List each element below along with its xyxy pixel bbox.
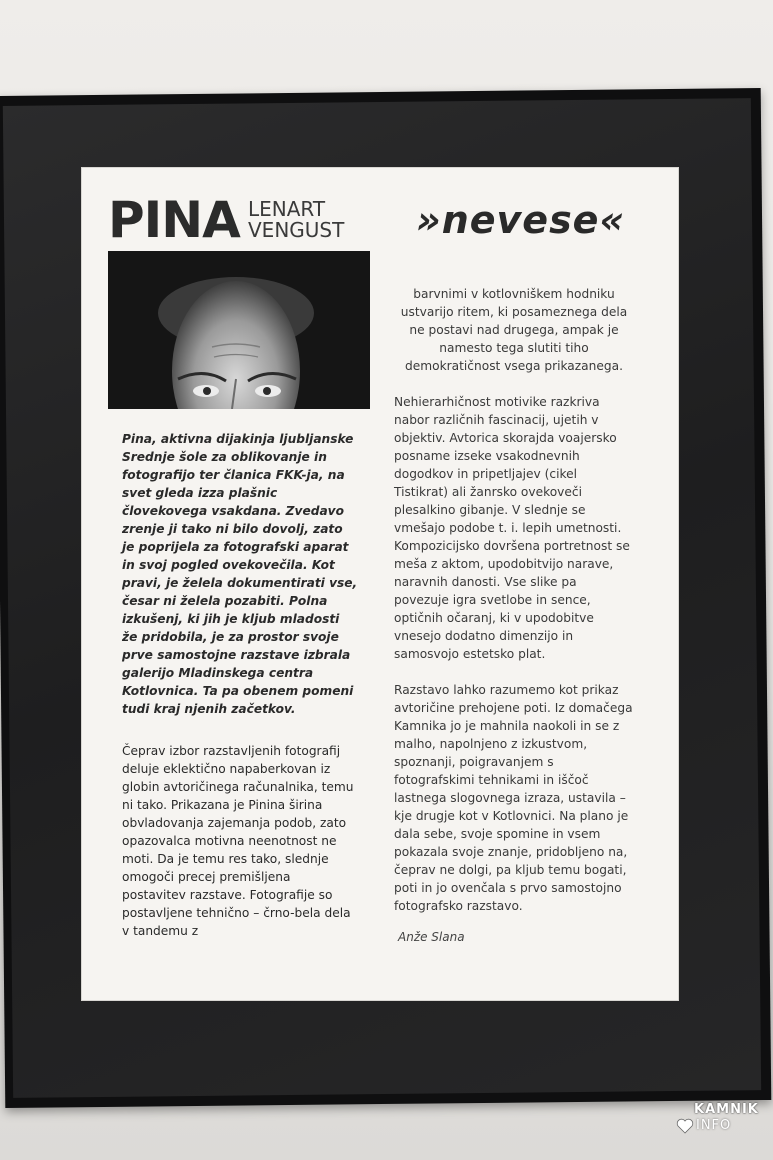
artist-last-name-line1: LENART (248, 197, 326, 221)
author-signature: Anže Slana (398, 930, 465, 944)
artist-last-name (248, 199, 344, 241)
artist-bio: Pina, aktivna dijakinja ljubljanske Srednje šole za oblikovanje in fotografijo ter članica FKK-ja, na svet gleda izza plašnic človekovega vsakdana. Zvedavo zrenje ji tako ni bilo dovolj, zato je poprijela za fotografski aparat in svoj pogled ovekovečila. Kot pravi, je želela dokumentirati vse, česar ni želela pozabiti. Polna izkušenj, ki jih je kljub mladosti že pridobila, je za prostor svoje prve samostojne razstave izbrala galerijo Mladinskega centra Kotlovnica. Ta pa obenem pomeni tudi kraj njenih začetkov. (122, 432, 358, 716)
right-paragraph-2: Nehierarhičnost motivike razkriva nabor različnih fascinacij, ujetih v objektiv. Avtorica skorajda voajersko posname izseke vsakodnevnih dogodkov in pripetljajev (cikel Tistikrat) ali žanrsko ovekoveči plesalkino gibanje. V slednje se vmešajo podobe t. i. lepih umetnosti. Kompozicijsko dovršena portretnost se meša z aktom, upodobitvijo narave, naravnih danosti. Vse slike pa povezuje igra svetlobe in sence, optičnih očaranj, ki v upodobitve vnesejo dodatno dimenzijo in samosvojo estetsko plat. (394, 395, 630, 661)
artist-last-name-line2: VENGUST (248, 218, 345, 242)
left-paragraph: Čeprav izbor razstavljenih fotografij deluje eklektično napaberkovan iz globin avtoričinega računalnika, temu ni tako. Prikazana je Pinina širina obvladovanja zajemanja podob, zato opazovalca motivna neenotnost ne moti. Da je temu res tako, slednje omogoči precej premišljena postavitev razstave. Fotografije so postavljene tehnično – črno-bela dela v tandemu z (122, 744, 354, 938)
exhibition-title: »nevese« (416, 198, 626, 242)
right-paragraph-1: barvnimi v kotlovniškem hodniku ustvarijo ritem, ki posameznega dela ne postavi nad drugega, ampak je namesto tega slutiti tiho demokratičnost vsega prikazanega. (400, 287, 628, 373)
exhibition-poster (82, 168, 678, 1000)
kamnik-info-watermark (676, 1100, 759, 1136)
watermark-line1: KAMNIK (694, 1102, 759, 1117)
watermark-line2: INFO (696, 1118, 732, 1133)
right-column (394, 285, 634, 933)
poster-header (108, 192, 668, 248)
artist-first-name: PINA (108, 191, 240, 249)
portrait-photo (108, 251, 370, 409)
heart-icon (676, 1118, 694, 1134)
left-column (122, 430, 358, 940)
right-paragraph-3: Razstavo lahko razumemo kot prikaz avtoričine prehojene poti. Iz domačega Kamnika jo je mahnila naokoli in se z malho, napolnjeno z izkustvom, spoznanji, poigravanjem s fotografskimi tehnikami in iščoč lastnega slogovnega izraza, ustavila – kje drugje kot v Kotlovnici. Na plano je dala sebe, svoje spomine in vsem pokazala svoje znanje, pridobljeno na, čeprav ne dolgi, pa kljub temu bogati, poti in jo ovenčala s prvo samostojno fotografsko razstavo. (394, 683, 633, 913)
